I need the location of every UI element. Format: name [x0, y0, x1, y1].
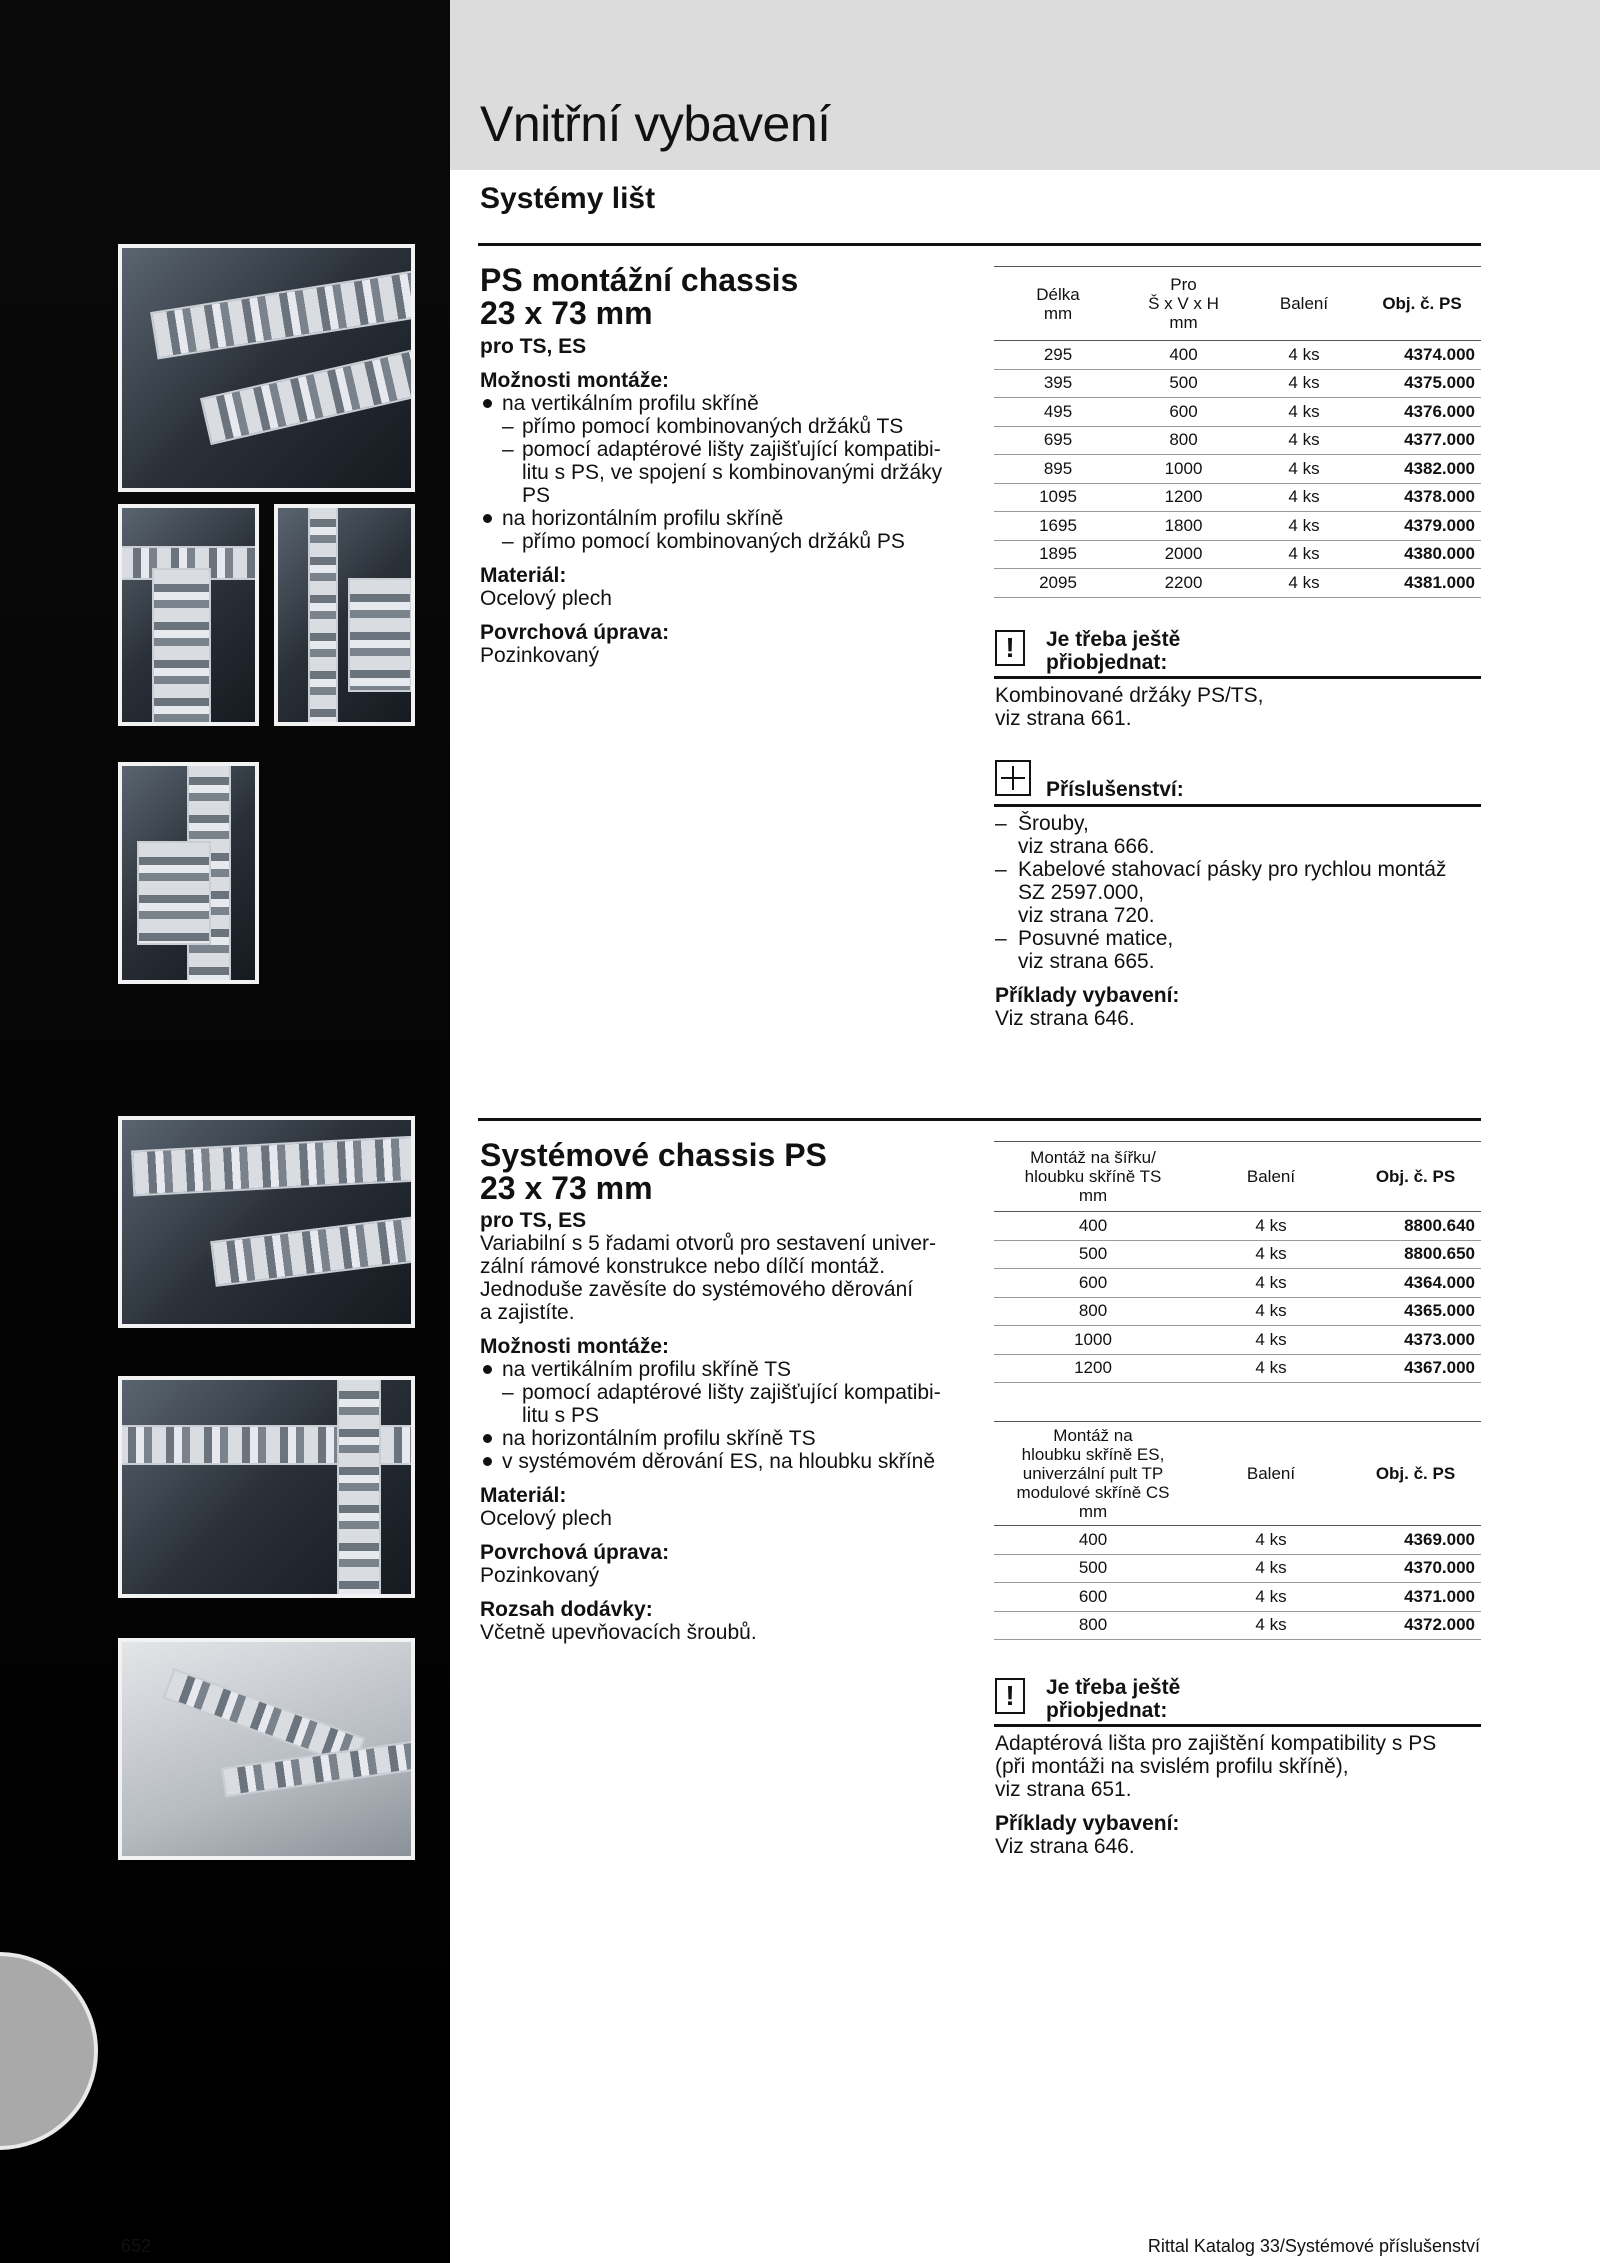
col-mount-depth: Montáž na hloubku skříně ES, univerzální pult TP modulové skříně CS mm — [994, 1422, 1192, 1526]
table-cell: 400 — [994, 1526, 1192, 1555]
section2-description: pro TS, ES Variabilní s 5 řadami otvorů pro sestavení univer- zální rámové konstrukce nebo dílčí montáž. Jednoduše zavěsíte do systémového děrování a zajistíte. Možnosti montáže: na vertikálním profilu skříně TS – pomocí adaptérové lišty zajišťující kompatibi- litu s PS na horizontálním profilu skříně TS v systémovém děrování ES, na hloubku skříně Materiál: Ocelový plech Povrchová úprava: Pozinkovaný Rozsah dodávky: Včetně upevňovacích šroubů. — [480, 1209, 980, 1644]
section2-examples-heading: Příklady vybavení: — [995, 1812, 1180, 1835]
section2-bullet-3: v systémovém děrování ES, na hloubku skříně — [480, 1450, 980, 1473]
table-cell: 4 ks — [1192, 1212, 1350, 1241]
section1-order-table — [994, 266, 1481, 598]
order-number-cell: 4379.000 — [1363, 512, 1481, 541]
table-cell: 2095 — [994, 569, 1122, 598]
order-number-cell: 4375.000 — [1363, 369, 1481, 398]
section1-accessories-heading: Příslušenství: — [1046, 778, 1184, 801]
table-cell: 4 ks — [1245, 369, 1363, 398]
order-number-cell: 4373.000 — [1350, 1326, 1481, 1355]
section1-order-heading: Je třeba ještě přiobjednat: — [1046, 628, 1181, 674]
table-cell: 4 ks — [1245, 341, 1363, 370]
section1-material-heading: Materiál: — [480, 564, 567, 587]
table-cell: 4 ks — [1245, 569, 1363, 598]
table-row — [994, 1297, 1481, 1326]
table-cell: 800 — [1122, 426, 1245, 455]
table-cell: 4 ks — [1192, 1240, 1350, 1269]
table-row — [994, 569, 1481, 598]
table-cell: 2200 — [1122, 569, 1245, 598]
section2-material-heading: Materiál: — [480, 1484, 567, 1507]
section1-size: 23 x 73 mm — [480, 295, 653, 331]
table-cell: 295 — [994, 341, 1122, 370]
section1-accessories-list: – Šrouby, viz strana 666. – Kabelové stahovací pásky pro rychlou montáž SZ 2597.000, viz strana 720. – Posuvné matice, viz strana 665. Příklady vybavení: Viz strana 646. — [995, 812, 1485, 1030]
table-cell: 400 — [994, 1212, 1192, 1241]
table-cell: 1695 — [994, 512, 1122, 541]
plus-icon — [995, 760, 1031, 796]
table-cell: 895 — [994, 455, 1122, 484]
table-row — [994, 1269, 1481, 1298]
order-number-cell: 4381.000 — [1363, 569, 1481, 598]
table-row — [994, 1326, 1481, 1355]
table-cell: 4 ks — [1192, 1554, 1350, 1583]
table-cell: 4 ks — [1192, 1583, 1350, 1612]
table-cell: 4 ks — [1245, 455, 1363, 484]
table-cell: 500 — [1122, 369, 1245, 398]
order-number-cell: 4382.000 — [1363, 455, 1481, 484]
section1-title: PS montážní chassis — [480, 262, 799, 298]
page-subtitle: Systémy lišt — [480, 182, 656, 215]
table-row — [994, 426, 1481, 455]
section1-dash-2: – pomocí adaptérové lišty zajišťující kompatibi- — [502, 438, 941, 461]
section2-bullet-2: na horizontálním profilu skříně TS — [480, 1427, 980, 1450]
table-row — [994, 1583, 1481, 1612]
table-row — [994, 512, 1481, 541]
order-number-cell: 4371.000 — [1350, 1583, 1481, 1612]
table-row — [994, 398, 1481, 427]
section1-dash-1: – přímo pomocí kombinovaných držáků TS — [502, 415, 904, 438]
section2-surface: Pozinkovaný — [480, 1564, 600, 1587]
table-row — [994, 1611, 1481, 1640]
section1-bullet-vertical: na vertikálním profilu skříně — [480, 392, 980, 415]
table-cell: 600 — [994, 1583, 1192, 1612]
section2-for: pro TS, ES — [480, 1209, 587, 1232]
table-cell: 1800 — [1122, 512, 1245, 541]
section1-dash-3: – přímo pomocí kombinovaných držáků PS — [502, 530, 905, 553]
section2-scope: Včetně upevňovacích šroubů. — [480, 1621, 757, 1644]
col-order-no: Obj. č. PS — [1350, 1422, 1481, 1526]
table-cell: 4 ks — [1245, 483, 1363, 512]
section1-examples: Viz strana 646. — [995, 1007, 1135, 1030]
table-cell: 500 — [994, 1240, 1192, 1269]
col-mount-width: Montáž na šířku/ hloubku skříně TS mm — [994, 1142, 1192, 1212]
section2-order-table-1 — [994, 1141, 1481, 1383]
order-number-cell: 4364.000 — [1350, 1269, 1481, 1298]
table-cell: 600 — [994, 1269, 1192, 1298]
table-cell: 4 ks — [1192, 1611, 1350, 1640]
order-number-cell: 4372.000 — [1350, 1611, 1481, 1640]
table-cell: 800 — [994, 1297, 1192, 1326]
table-row — [994, 1354, 1481, 1383]
table-cell: 4 ks — [1245, 512, 1363, 541]
table-cell: 695 — [994, 426, 1122, 455]
col-for-size: Pro Š x V x H mm — [1122, 267, 1245, 341]
table-row — [994, 341, 1481, 370]
order-number-cell: 4377.000 — [1363, 426, 1481, 455]
table-row — [994, 455, 1481, 484]
product-photo-chassis-rails — [118, 244, 415, 492]
table-row — [994, 1212, 1481, 1241]
table-cell: 4 ks — [1245, 540, 1363, 569]
page-title: Vnitřní vybavení — [480, 96, 831, 152]
col-order-no: Obj. č. PS — [1350, 1142, 1481, 1212]
table-row — [994, 483, 1481, 512]
table-cell: 1200 — [994, 1354, 1192, 1383]
order-number-cell: 4380.000 — [1363, 540, 1481, 569]
order-number-cell: 4378.000 — [1363, 483, 1481, 512]
order-number-cell: 8800.640 — [1350, 1212, 1481, 1241]
table-cell: 1895 — [994, 540, 1122, 569]
table-cell: 4 ks — [1245, 398, 1363, 427]
exclamation-icon: ! — [995, 1678, 1025, 1714]
section1-mount-heading: Možnosti montáže: — [480, 369, 669, 392]
col-pack: Balení — [1192, 1422, 1350, 1526]
table-cell: 1000 — [1122, 455, 1245, 484]
section1-bullet-horizontal: na horizontálním profilu skříně — [480, 507, 980, 530]
table-cell: 4 ks — [1192, 1297, 1350, 1326]
table-row — [994, 540, 1481, 569]
order-number-cell: 4376.000 — [1363, 398, 1481, 427]
order-number-cell: 4369.000 — [1350, 1526, 1481, 1555]
table-cell: 4 ks — [1192, 1354, 1350, 1383]
product-photo-system-chassis-frame — [118, 1376, 415, 1598]
order-number-cell: 4365.000 — [1350, 1297, 1481, 1326]
table-cell: 600 — [1122, 398, 1245, 427]
table-cell: 4 ks — [1245, 426, 1363, 455]
table-cell: 395 — [994, 369, 1122, 398]
col-pack: Balení — [1192, 1142, 1350, 1212]
section1-description — [480, 335, 980, 667]
section1-examples-heading: Příklady vybavení: — [995, 984, 1180, 1007]
section1-order-text: Kombinované držáky PS/TS, viz strana 661. — [995, 684, 1264, 730]
table-cell: 1200 — [1122, 483, 1245, 512]
section2-scope-heading: Rozsah dodávky: — [480, 1598, 653, 1621]
section1-dash-2-line3: PS — [522, 484, 551, 507]
section2-mount-heading: Možnosti montáže: — [480, 1335, 669, 1358]
section1-order-rule — [994, 676, 1481, 679]
section2-surface-heading: Povrchová úprava: — [480, 1541, 670, 1564]
order-number-cell: 4370.000 — [1350, 1554, 1481, 1583]
section2-title: Systémové chassis PS — [480, 1137, 827, 1173]
section1-dash-2-line2: litu s PS, ve spojení s kombinovanými držáky — [522, 461, 943, 484]
section2-examples: Viz strana 646. — [995, 1835, 1135, 1858]
table-cell: 1095 — [994, 483, 1122, 512]
order-number-cell: 8800.650 — [1350, 1240, 1481, 1269]
table-cell: 500 — [994, 1554, 1192, 1583]
table-row — [994, 1526, 1481, 1555]
catalog-footer: Rittal Katalog 33/Systémové příslušenství — [1147, 2236, 1480, 2256]
order-number-cell: 4367.000 — [1350, 1354, 1481, 1383]
exclamation-icon: ! — [995, 630, 1025, 666]
col-length: Délka mm — [994, 267, 1122, 341]
page-number: 652 — [121, 2236, 152, 2256]
section2-order-heading: Je třeba ještě přiobjednat: — [1046, 1676, 1181, 1722]
product-photo-adapter-mount — [118, 762, 259, 984]
table-cell: 400 — [1122, 341, 1245, 370]
product-photo-horizontal-mount — [118, 504, 259, 726]
section1-accessories-rule — [994, 804, 1481, 807]
product-photo-vertical-mount — [274, 504, 415, 726]
table-cell: 4 ks — [1192, 1526, 1350, 1555]
section2-rule — [478, 1118, 1481, 1121]
product-photo-cabinet-interior — [118, 1638, 415, 1860]
table-row — [994, 1554, 1481, 1583]
table-cell: 4 ks — [1192, 1326, 1350, 1355]
section2-dash-1: – pomocí adaptérové lišty zajišťující kompatibi- — [502, 1381, 941, 1404]
table-cell: 4 ks — [1192, 1269, 1350, 1298]
section1-surface: Pozinkovaný — [480, 644, 600, 667]
section1-surface-heading: Povrchová úprava: — [480, 621, 670, 644]
product-photo-system-chassis-rails — [118, 1116, 415, 1328]
table-cell: 1000 — [994, 1326, 1192, 1355]
col-order-no: Obj. č. PS — [1363, 267, 1481, 341]
order-number-cell: 4374.000 — [1363, 341, 1481, 370]
table-cell: 800 — [994, 1611, 1192, 1640]
table-cell: 2000 — [1122, 540, 1245, 569]
section2-order-rule — [994, 1724, 1481, 1727]
section2-order-text: Adaptérová lišta pro zajištění kompatibility s PS (při montáži na svislém profilu skříně), viz strana 651. Příklady vybavení: Viz strana 646. — [995, 1732, 1485, 1858]
table-row — [994, 1240, 1481, 1269]
table-row — [994, 369, 1481, 398]
section2-order-table-2 — [994, 1421, 1481, 1640]
section2-bullet-1: na vertikálním profilu skříně TS — [480, 1358, 980, 1381]
col-pack: Balení — [1245, 267, 1363, 341]
section1-for: pro TS, ES — [480, 335, 587, 358]
section1-rule — [478, 243, 1481, 246]
section2-size: 23 x 73 mm — [480, 1170, 653, 1206]
section2-material: Ocelový plech — [480, 1507, 612, 1530]
section1-material: Ocelový plech — [480, 587, 612, 610]
table-cell: 495 — [994, 398, 1122, 427]
